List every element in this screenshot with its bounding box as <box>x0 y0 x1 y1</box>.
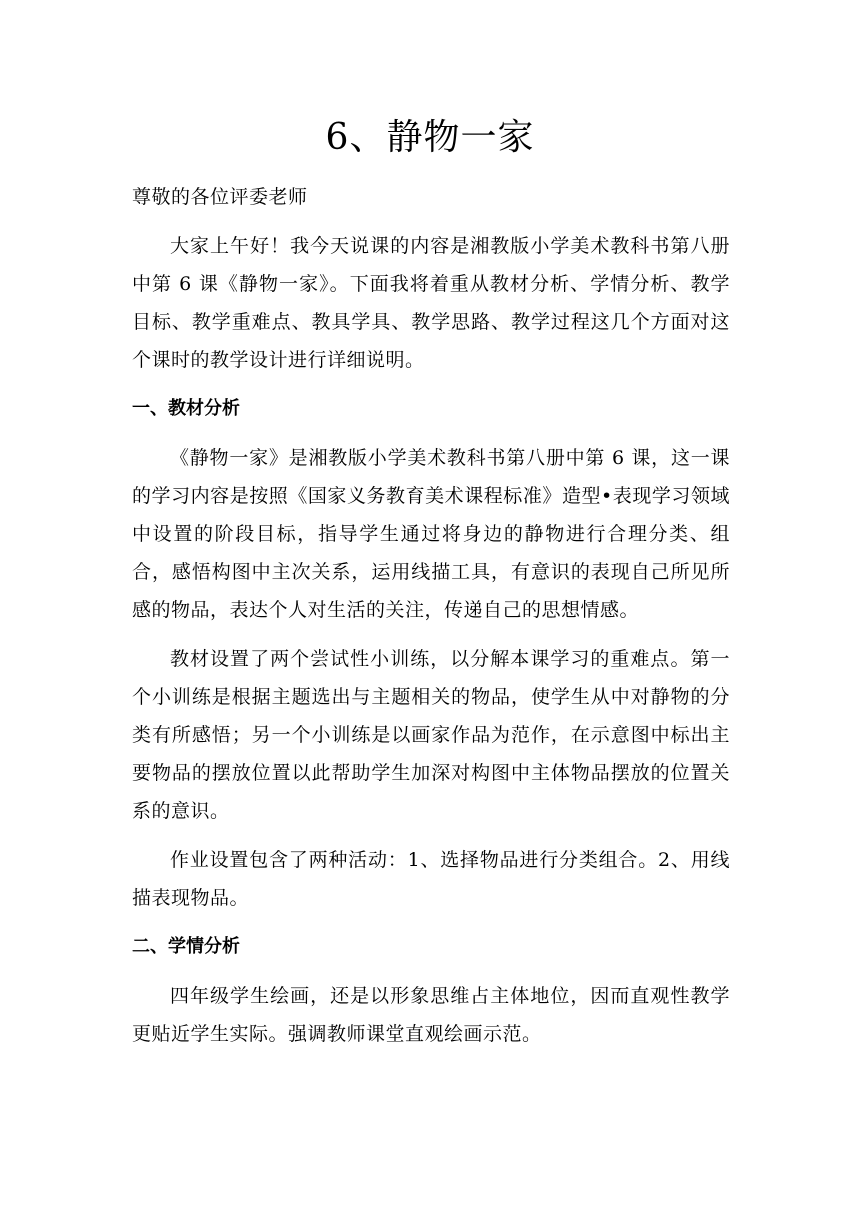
section-heading-learner-analysis: 二、学情分析 <box>132 936 240 957</box>
textbook-analysis-paragraph-3: 作业设置包含了两种活动：1、选择物品进行分类组合。2、用线描表现物品。 <box>132 849 730 909</box>
document-title: 6、静物一家 <box>325 117 535 158</box>
document-body <box>132 178 730 1064</box>
learner-analysis-paragraph: 四年级学生绘画，还是以形象思维占主体地位，因而直观性教学更贴近学生实际。强调教师课堂直观绘画示范。 <box>132 985 730 1045</box>
textbook-analysis-paragraph-1: 《静物一家》是湘教版小学美术教科书第八册中第 6 课，这一课的学习内容是按照《国家义务教育美术课程标准》造型•表现学习领域中设置的阶段目标，指导学生通过将身边的静物进行合理分类、组合，感悟构图中主次关系，运用线描工具，有意识的表现自己所见所感的物品，表达个人对生活的关注，传递自己的思想情感。 <box>132 447 730 621</box>
intro-paragraph: 大家上午好！我今天说课的内容是湘教版小学美术教科书第八册中第 6 课《静物一家》。下面我将着重从教材分析、学情分析、教学目标、教学重难点、教具学具、教学思路、教学过程这几个方面对这个课时的教学设计进行详细说明。 <box>132 235 730 371</box>
salutation: 尊敬的各位评委老师 <box>132 186 308 208</box>
section-heading-textbook-analysis: 一、教材分析 <box>132 398 240 419</box>
textbook-analysis-paragraph-2: 教材设置了两个尝试性小训练，以分解本课学习的重难点。第一个小训练是根据主题选出与主题相关的物品，使学生从中对静物的分类有所感悟；另一个小训练是以画家作品为范作，在示意图中标出主要物品的摆放位置以此帮助学生加深对构图中主体物品摆放的位置关系的意识。 <box>132 648 730 822</box>
